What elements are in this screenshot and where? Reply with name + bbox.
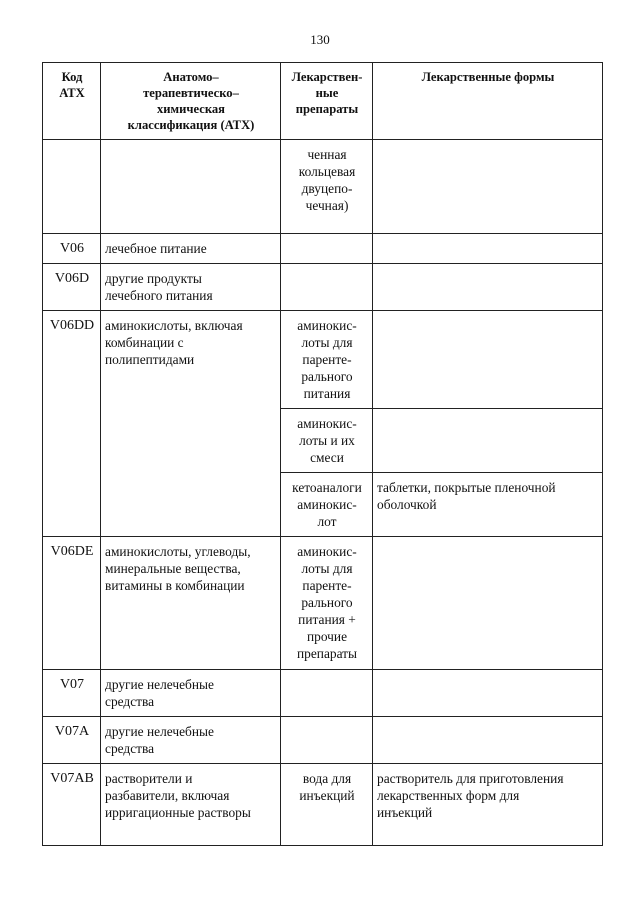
row-forms (373, 311, 603, 409)
row-drug: кетоаналоги аминокис- лот (281, 473, 373, 537)
page-number: 130 (310, 32, 330, 47)
table-row (43, 311, 603, 409)
row-code: V07 (43, 670, 101, 717)
header-forms: Лекарственные формы (373, 63, 603, 140)
row-forms (373, 140, 603, 234)
row-drug: вода для инъекций (281, 764, 373, 846)
row-code: V06D (43, 264, 101, 311)
row-drug (281, 234, 373, 264)
row-code: V06DE (43, 537, 101, 670)
table-row (43, 717, 603, 764)
row-forms (373, 717, 603, 764)
header-classification: Анатомо– терапевтическо– химическая классификация (АТХ) (101, 63, 281, 140)
row-drug: аминокис- лоты для паренте- рального питания (281, 311, 373, 409)
table-header-row (43, 63, 603, 140)
row-forms: таблетки, покрытые пленочной оболочкой (373, 473, 603, 537)
row-name: другие продукты лечебного питания (101, 264, 281, 311)
row-code: V07AB (43, 764, 101, 846)
row-drug (281, 670, 373, 717)
row-drug (281, 264, 373, 311)
row-name: аминокислоты, углеводы, минеральные вещества, витамины в комбинации (101, 537, 281, 670)
row-name: растворители и разбавители, включая ирригационные растворы (101, 764, 281, 846)
table-row (43, 264, 603, 311)
row-name (101, 140, 281, 234)
table-row (43, 670, 603, 717)
row-drug (281, 717, 373, 764)
table-row (43, 140, 603, 234)
row-code: V06 (43, 234, 101, 264)
row-forms (373, 234, 603, 264)
header-code: Код АТХ (43, 63, 101, 140)
table-row (43, 234, 603, 264)
row-drug: ченная кольцевая двуцепо- чечная) (281, 140, 373, 234)
row-code: V07A (43, 717, 101, 764)
row-name: другие нелечебные средства (101, 670, 281, 717)
row-name: аминокислоты, включая комбинации с полипептидами (101, 311, 281, 537)
row-drug: аминокис- лоты для паренте- рального питания + прочие препараты (281, 537, 373, 670)
row-drug: аминокис- лоты и их смеси (281, 409, 373, 473)
table-row (43, 537, 603, 670)
row-name: другие нелечебные средства (101, 717, 281, 764)
table-row (43, 764, 603, 846)
atc-table (42, 62, 603, 846)
row-forms (373, 670, 603, 717)
row-code: V06DD (43, 311, 101, 537)
row-forms (373, 264, 603, 311)
row-name: лечебное питание (101, 234, 281, 264)
row-forms: растворитель для приготовления лекарственных форм для инъекций (373, 764, 603, 846)
row-code (43, 140, 101, 234)
row-forms (373, 537, 603, 670)
row-forms (373, 409, 603, 473)
header-drugs: Лекарствен- ные препараты (281, 63, 373, 140)
